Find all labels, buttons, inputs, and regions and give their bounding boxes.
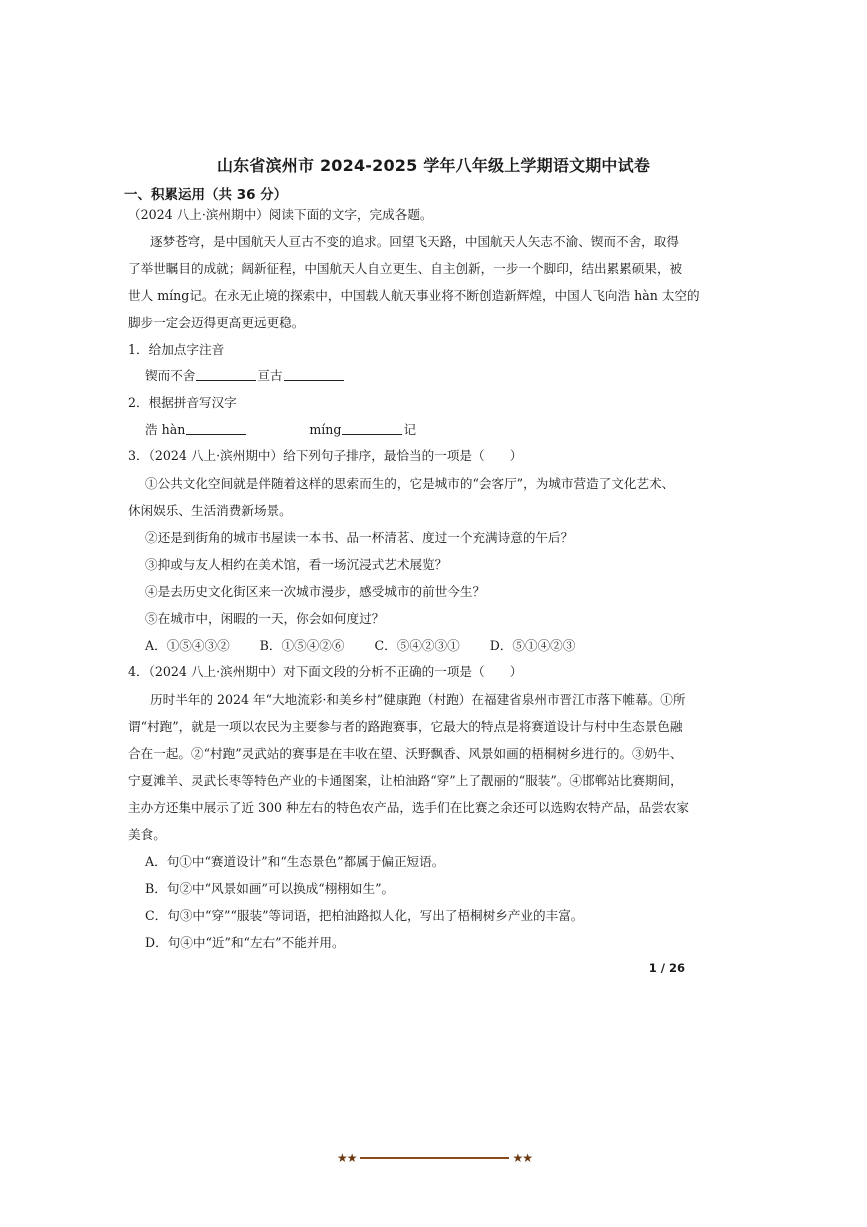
intro-text: （2024 八上·滨州期中）阅读下面的文字，完成各题。: [128, 207, 433, 222]
q3-option-b[interactable]: B．①⑤④②⑥: [259, 638, 345, 653]
answer-blank[interactable]: [196, 367, 256, 381]
section-heading: 一、积累运用（共 36 分）: [124, 187, 288, 203]
page-number: 1 / 26: [648, 961, 685, 975]
answer-blank[interactable]: [186, 421, 246, 435]
q4-option-a[interactable]: A．句①中“赛道设计”和“生态景色”都属于偏正短语。: [145, 854, 445, 869]
answer-blank[interactable]: [342, 421, 402, 435]
q3-sentence: ⑤在城市中，闲暇的一天，你会如何度过？: [145, 611, 385, 626]
q1-word-a: 锲而不舍: [145, 368, 196, 383]
q4-passage-line: 主办方还集中展示了近 300 种左右的特色农产品，选手们在比赛之余还可以选购农特产品，品尝农家: [128, 800, 689, 815]
q4-option-d[interactable]: D．句④中“近”和“左右”不能并用。: [145, 935, 345, 950]
q1-word-b: 亘古: [257, 368, 283, 383]
q3-sentence: ③抑或与友人相约在美术馆，看一场沉浸式艺术展览？: [145, 557, 448, 572]
passage-line: 逐梦苍穹，是中国航天人亘古不变的追求。回望飞天路，中国航天人矢志不渝、锲而不舍，取得: [150, 234, 679, 249]
question-1-label: 1．给加点字注音: [128, 342, 225, 357]
q2-pinyin-b: míng: [309, 422, 342, 437]
q4-option-b[interactable]: B．句②中“风景如画”可以换成“栩栩如生”。: [145, 881, 395, 896]
q2-suffix: 记: [403, 422, 417, 437]
q3-sentence: 休闲娱乐、生活消费新场景。: [128, 503, 292, 518]
q4-passage-line: 合在一起。②“村跑”灵武站的赛事是在丰收在望、沃野飘香、风景如画的梧桐树乡进行的。③奶牛、: [128, 746, 683, 761]
footer-ornament: [337, 1149, 532, 1167]
passage-line: 世人 míng记。在永无止境的探索中，中国载人航天事业将不断创造新辉煌，中国人飞向浩 hàn 太空的: [128, 288, 700, 303]
q4-passage-line: 谓“村跑”，就是一项以农民为主要参与者的路跑赛事，它最大的特点是将赛道设计与村中生态景色融: [128, 719, 683, 734]
q3-options: [145, 636, 605, 656]
star-icon: ★★: [512, 1151, 532, 1165]
question-4-label: 4．（2024 八上·滨州期中）对下面文段的分析不正确的一项是（ ）: [128, 664, 523, 679]
question-3-label: 3．（2024 八上·滨州期中）给下列句子排序，最恰当的一项是（ ）: [128, 448, 523, 463]
passage-line: 了举世瞩目的成就；阔新征程，中国航天人自立更生、自主创新，一步一个脚印，结出累累硕果，被: [128, 261, 683, 276]
question-2-label: 2．根据拼音写汉字: [128, 395, 237, 410]
q3-option-d[interactable]: D．⑤①④②③: [489, 638, 576, 653]
question-2-items: [145, 420, 416, 440]
q4-passage-line: 美食。: [128, 827, 166, 842]
q3-sentence: ②还是到街角的城市书屋读一本书、品一杯清茗、度过一个充满诗意的午后？: [145, 530, 574, 545]
passage-line: 脚步一定会迈得更高更远更稳。: [128, 315, 305, 330]
q3-sentence: ④是去历史文化街区来一次城市漫步，感受城市的前世今生？: [145, 584, 486, 599]
question-1-items: [145, 366, 345, 386]
q4-passage-line: 宁夏滩羊、灵武长枣等特色产业的卡通图案，让柏油路“穿”上了靓丽的“服装”。④邯郸站比赛期间，: [128, 773, 683, 788]
answer-blank[interactable]: [284, 367, 344, 381]
q3-sentence: ①公共文化空间就是伴随着这样的思索而生的，它是城市的“会客厅”，为城市营造了文化艺术、: [145, 476, 675, 491]
star-icon: ★★: [337, 1151, 357, 1165]
page-title: 山东省滨州市 2024-2025 学年八年级上学期语文期中试卷: [216, 156, 651, 175]
q3-option-c[interactable]: C．⑤④②③①: [374, 638, 460, 653]
divider: [360, 1157, 510, 1159]
q4-option-c[interactable]: C．句③中“穿”“服装”等词语，把柏油路拟人化，写出了梧桐树乡产业的丰富。: [145, 908, 584, 923]
q3-option-a[interactable]: A．①⑤④③②: [145, 638, 230, 653]
q2-pinyin-a: 浩 hàn: [145, 422, 186, 437]
q4-passage-line: 历时半年的 2024 年“大地流彩·和美乡村”健康跑（村跑）在福建省泉州市晋江市落下帷幕。①所: [150, 692, 686, 707]
